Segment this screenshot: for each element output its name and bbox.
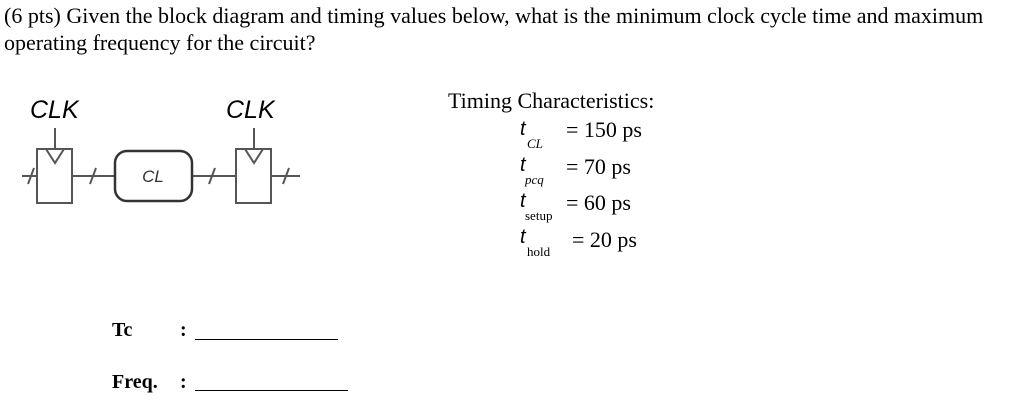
freq-answer-blank[interactable]: [195, 390, 348, 391]
flip-flop-1: [37, 149, 72, 203]
timing-value-pcq: = 70 ps: [566, 154, 631, 179]
tc-answer-blank[interactable]: [195, 339, 338, 340]
freq-label: Freq.: [112, 371, 158, 393]
timing-value-hold: = 20 ps: [572, 227, 637, 252]
question-text: (6 pts) Given the block diagram and timing values below, what is the minimum clock cycle time and maximum operating frequency for the circuit?: [4, 3, 984, 55]
tc-colon: :: [180, 319, 187, 341]
freq-colon: :: [180, 371, 187, 393]
timing-value-cl: = 150 ps: [566, 117, 642, 142]
timing-value-setup: = 60 ps: [566, 190, 631, 215]
clk-label-right: CLK: [226, 96, 275, 124]
clock-triangle-1: [46, 149, 64, 163]
timing-title: Timing Characteristics:: [448, 88, 655, 113]
clock-triangle-2: [245, 149, 263, 163]
logic-label: CL: [142, 167, 164, 186]
tc-label: Tc: [112, 319, 133, 341]
flip-flop-2: [236, 149, 271, 203]
clk-label-left: CLK: [30, 96, 79, 124]
